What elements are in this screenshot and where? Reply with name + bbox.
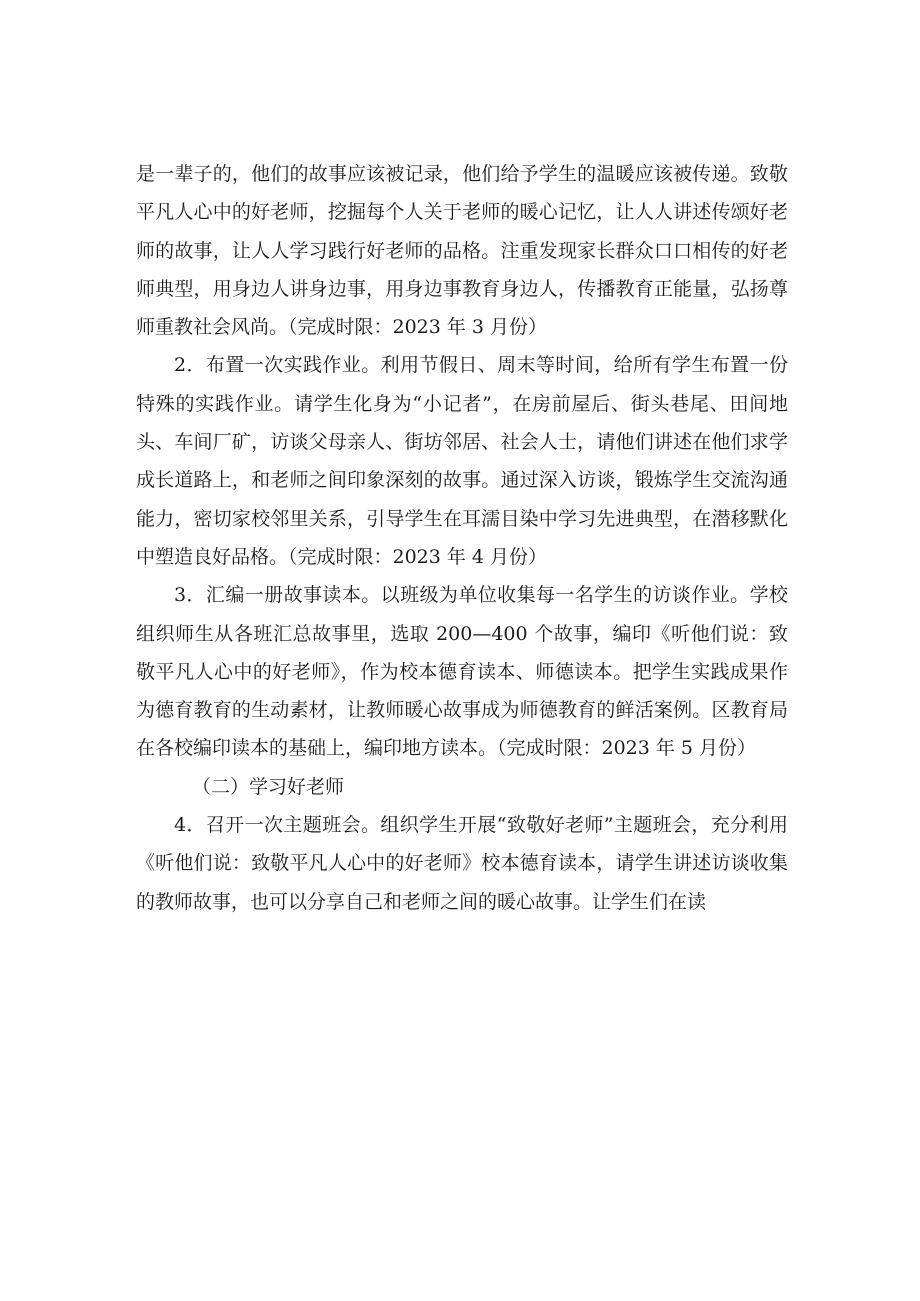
section-heading: （二）学习好老师	[192, 775, 345, 798]
paragraph-continuation: 是一辈子的，他们的故事应该被记录，他们给予学生的温暖应该被传递。致敬平凡人心中的好老师，挖掘每个人关于老师的暖心记忆，让人人讲述传颂好老师的故事，让人人学习践行好老师的品格。注重发现家长群众口口相传的好老师典型，用身边人讲身边事，用身边事教育身边人，传播教育正能量，弘扬尊师重教社会风尚。（完成时限：2023 年 3 月份）	[136, 163, 788, 339]
paragraph-item-2: 2．布置一次实践作业。利用节假日、周末等时间，给所有学生布置一份特殊的实践作业。请学生化身为“小记者”，在房前屋后、街头巷尾、田间地头、车间厂矿，访谈父母亲人、街坊邻居、社会人士，请他们讲述在他们求学成长道路上，和老师之间印象深刻的故事。通过深入访谈，锻炼学生交流沟通能力，密切家校邻里关系，引导学生在耳濡目染中学习先进典型，在潜移默化中塑造良好品格。（完成时限：2023 年 4 月份）	[136, 354, 788, 568]
paragraph-item-4: 4．召开一次主题班会。组织学生开展“致敬好老师”主题班会，充分利用《听他们说：致敬平凡人心中的好老师》校本德育读本，请学生讲述访谈收集的教师故事，也可以分享自己和老师之间的暖心故事。让学生们在读	[136, 814, 788, 913]
paragraph-item-3: 3．汇编一册故事读本。以班级为单位收集每一名学生的访谈作业。学校组织师生从各班汇总故事里，选取 200—400 个故事，编印《听他们说：致敬平凡人心中的好老师》，作为校本德育读本、师德读本。把学生实践成果作为德育教育的生动素材，让教师暖心故事成为师德教育的鲜活案例。区教育局在各校编印读本的基础上，编印地方读本。（完成时限：2023 年 5 月份）	[136, 584, 788, 760]
document-body	[136, 155, 788, 921]
